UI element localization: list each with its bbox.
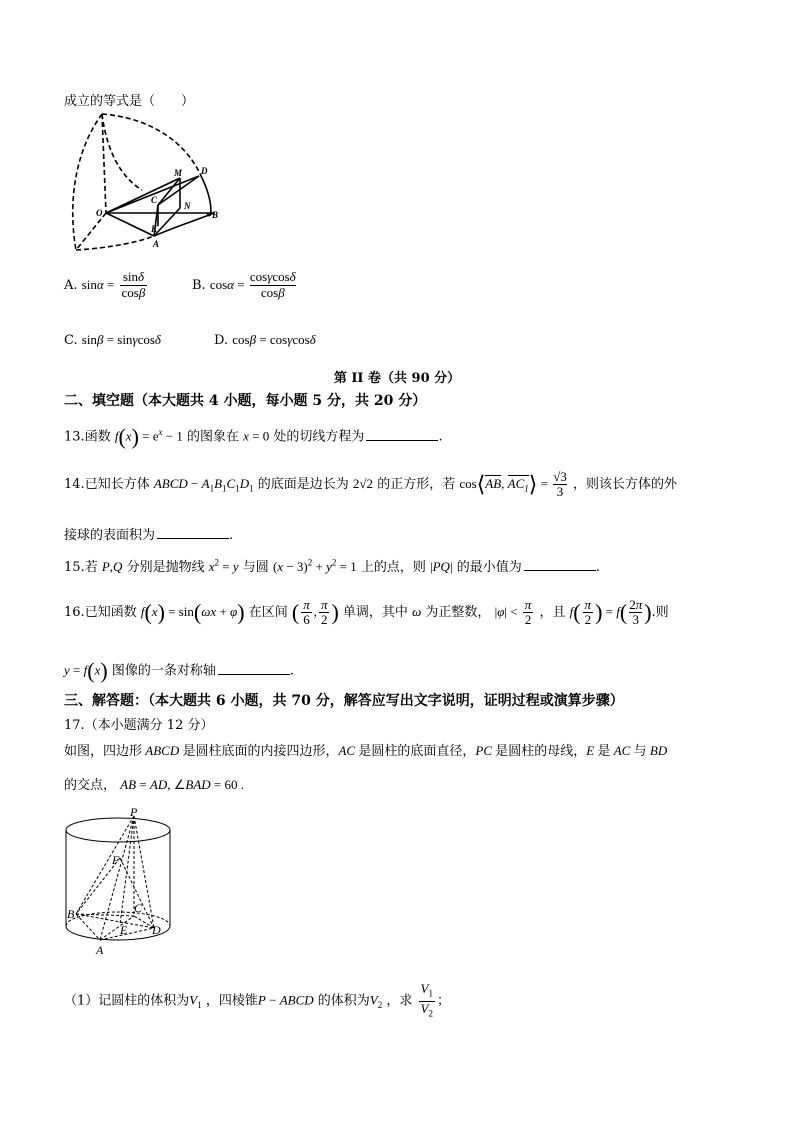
fig1-arc-right — [202, 178, 211, 216]
fig1-line-oa — [106, 213, 154, 236]
fig1-arc-inner — [102, 114, 142, 190]
q17-paragraph-line1: 如图，四边形 ABCD 是圆柱底面的内接四边形，AC 是圆柱的底面直径，PC 是圆柱的母线，E 是 AC 与 BD — [64, 743, 668, 759]
q12-option-d[interactable]: D. cosβ = cosγcosδ — [214, 332, 316, 348]
fig1-label-a: A — [153, 239, 160, 249]
fig1-label-d: D — [201, 166, 208, 176]
fig1-label-n: N — [184, 201, 191, 211]
fig1-label-k: K — [151, 224, 158, 234]
fig1-arc-bottom — [76, 236, 154, 250]
fig2-label-a: A — [96, 943, 104, 957]
fig1-line-om — [106, 178, 180, 213]
fig1-arc-left — [73, 114, 102, 250]
part3-heading: 三、解答题：（本大题共 6 小题，共 70 分，解答应写出文字说明，证明过程或演算步骤） — [64, 693, 624, 709]
fig1-label-m: M — [174, 168, 183, 178]
q17-paragraph-line2: 的交点， AB = AD, ∠BAD = 60 . — [64, 777, 245, 793]
fig1-label-c: C — [151, 195, 158, 205]
q12-option-b[interactable]: B. cosα = $\frac{\cos\gamma\cos\delta}{\cos\beta}$ — [192, 269, 296, 300]
q13: 13.函数 $f(x) = e^x - 1$ 的图象在 x = 0 处的切线方程为 . — [64, 424, 443, 449]
q15-answer-blank[interactable] — [524, 558, 596, 571]
fig1-arc-top — [102, 114, 202, 178]
section-ii-title: 第 II 卷（共 90 分） — [333, 371, 461, 386]
fig2-label-b: B — [67, 907, 75, 921]
fig1-label-o: O — [96, 208, 103, 218]
fig2-label-c: C — [134, 901, 143, 915]
q17-figure — [58, 808, 178, 958]
q14-answer-blank[interactable] — [157, 526, 229, 539]
fig1-label-b: B — [212, 210, 219, 220]
q16-line2: y = f(x) 图像的一条对称轴 . — [64, 658, 294, 683]
q14-line2: 接球的表面积为 . — [64, 528, 234, 543]
q17-header: 17.（本小题满分 12 分） — [64, 718, 214, 733]
part2-heading: 二、填空题（本大题共 4 小题，每小题 5 分，共 20 分） — [64, 393, 427, 409]
q12-tail-text: 成立的等式是（ ） — [64, 94, 195, 109]
q13-answer-blank[interactable] — [366, 428, 438, 441]
q16-line1: 16.已知函数 f(x) = sin(ωx + φ) 在区间 ( $\frac{\pi}{6}$ , $\frac{\pi}{2}$ ) 单调，其中 ω 为正整数， |φ| < $\frac{\pi}{2}$ ，且 f( $\frac{\pi}{2}$ ) = f( $\frac{2\pi}{3}$ ).则 — [64, 597, 669, 627]
fig2-label-f: F — [112, 853, 120, 867]
q12-option-a[interactable]: A. sinα = $\frac{\sin\delta}{\cos\beta}$ — [64, 269, 146, 300]
q16-answer-blank[interactable] — [218, 662, 290, 675]
fig2-label-e: E — [120, 923, 128, 937]
fig1-arc-base — [154, 213, 214, 236]
fig2-label-d: D — [152, 923, 161, 937]
q17-subquestion-1: （1）记圆柱的体积为$V_1$ ，四棱锥P − ABCD 的体积为$V_2$ ，求 $\frac{V_1}{V_2}$ ； — [64, 981, 451, 1019]
fig2-top-ellipse — [66, 818, 170, 842]
fig2-label-p: P — [130, 808, 138, 819]
q12-option-c[interactable]: C. sinβ = sinγcosδ — [64, 332, 161, 348]
q15: 15.若 P,Q 分别是抛物线 $x^2 = y$ 与圆 $(x - 3)^2 + y^2 = 1$ 上的点，则 |PQ| 的最小值为 . — [64, 557, 600, 575]
q12-figure — [62, 108, 232, 258]
q14-line1: 14.已知长方体 ABCD − $A_1B_1C_1D_1$ 的底面是边长为 2√2 的正方形，若 cos⟨AB, $AC_1⟩$ = $\frac{√3}{3}$ ，则该长方体的外 — [64, 469, 678, 499]
